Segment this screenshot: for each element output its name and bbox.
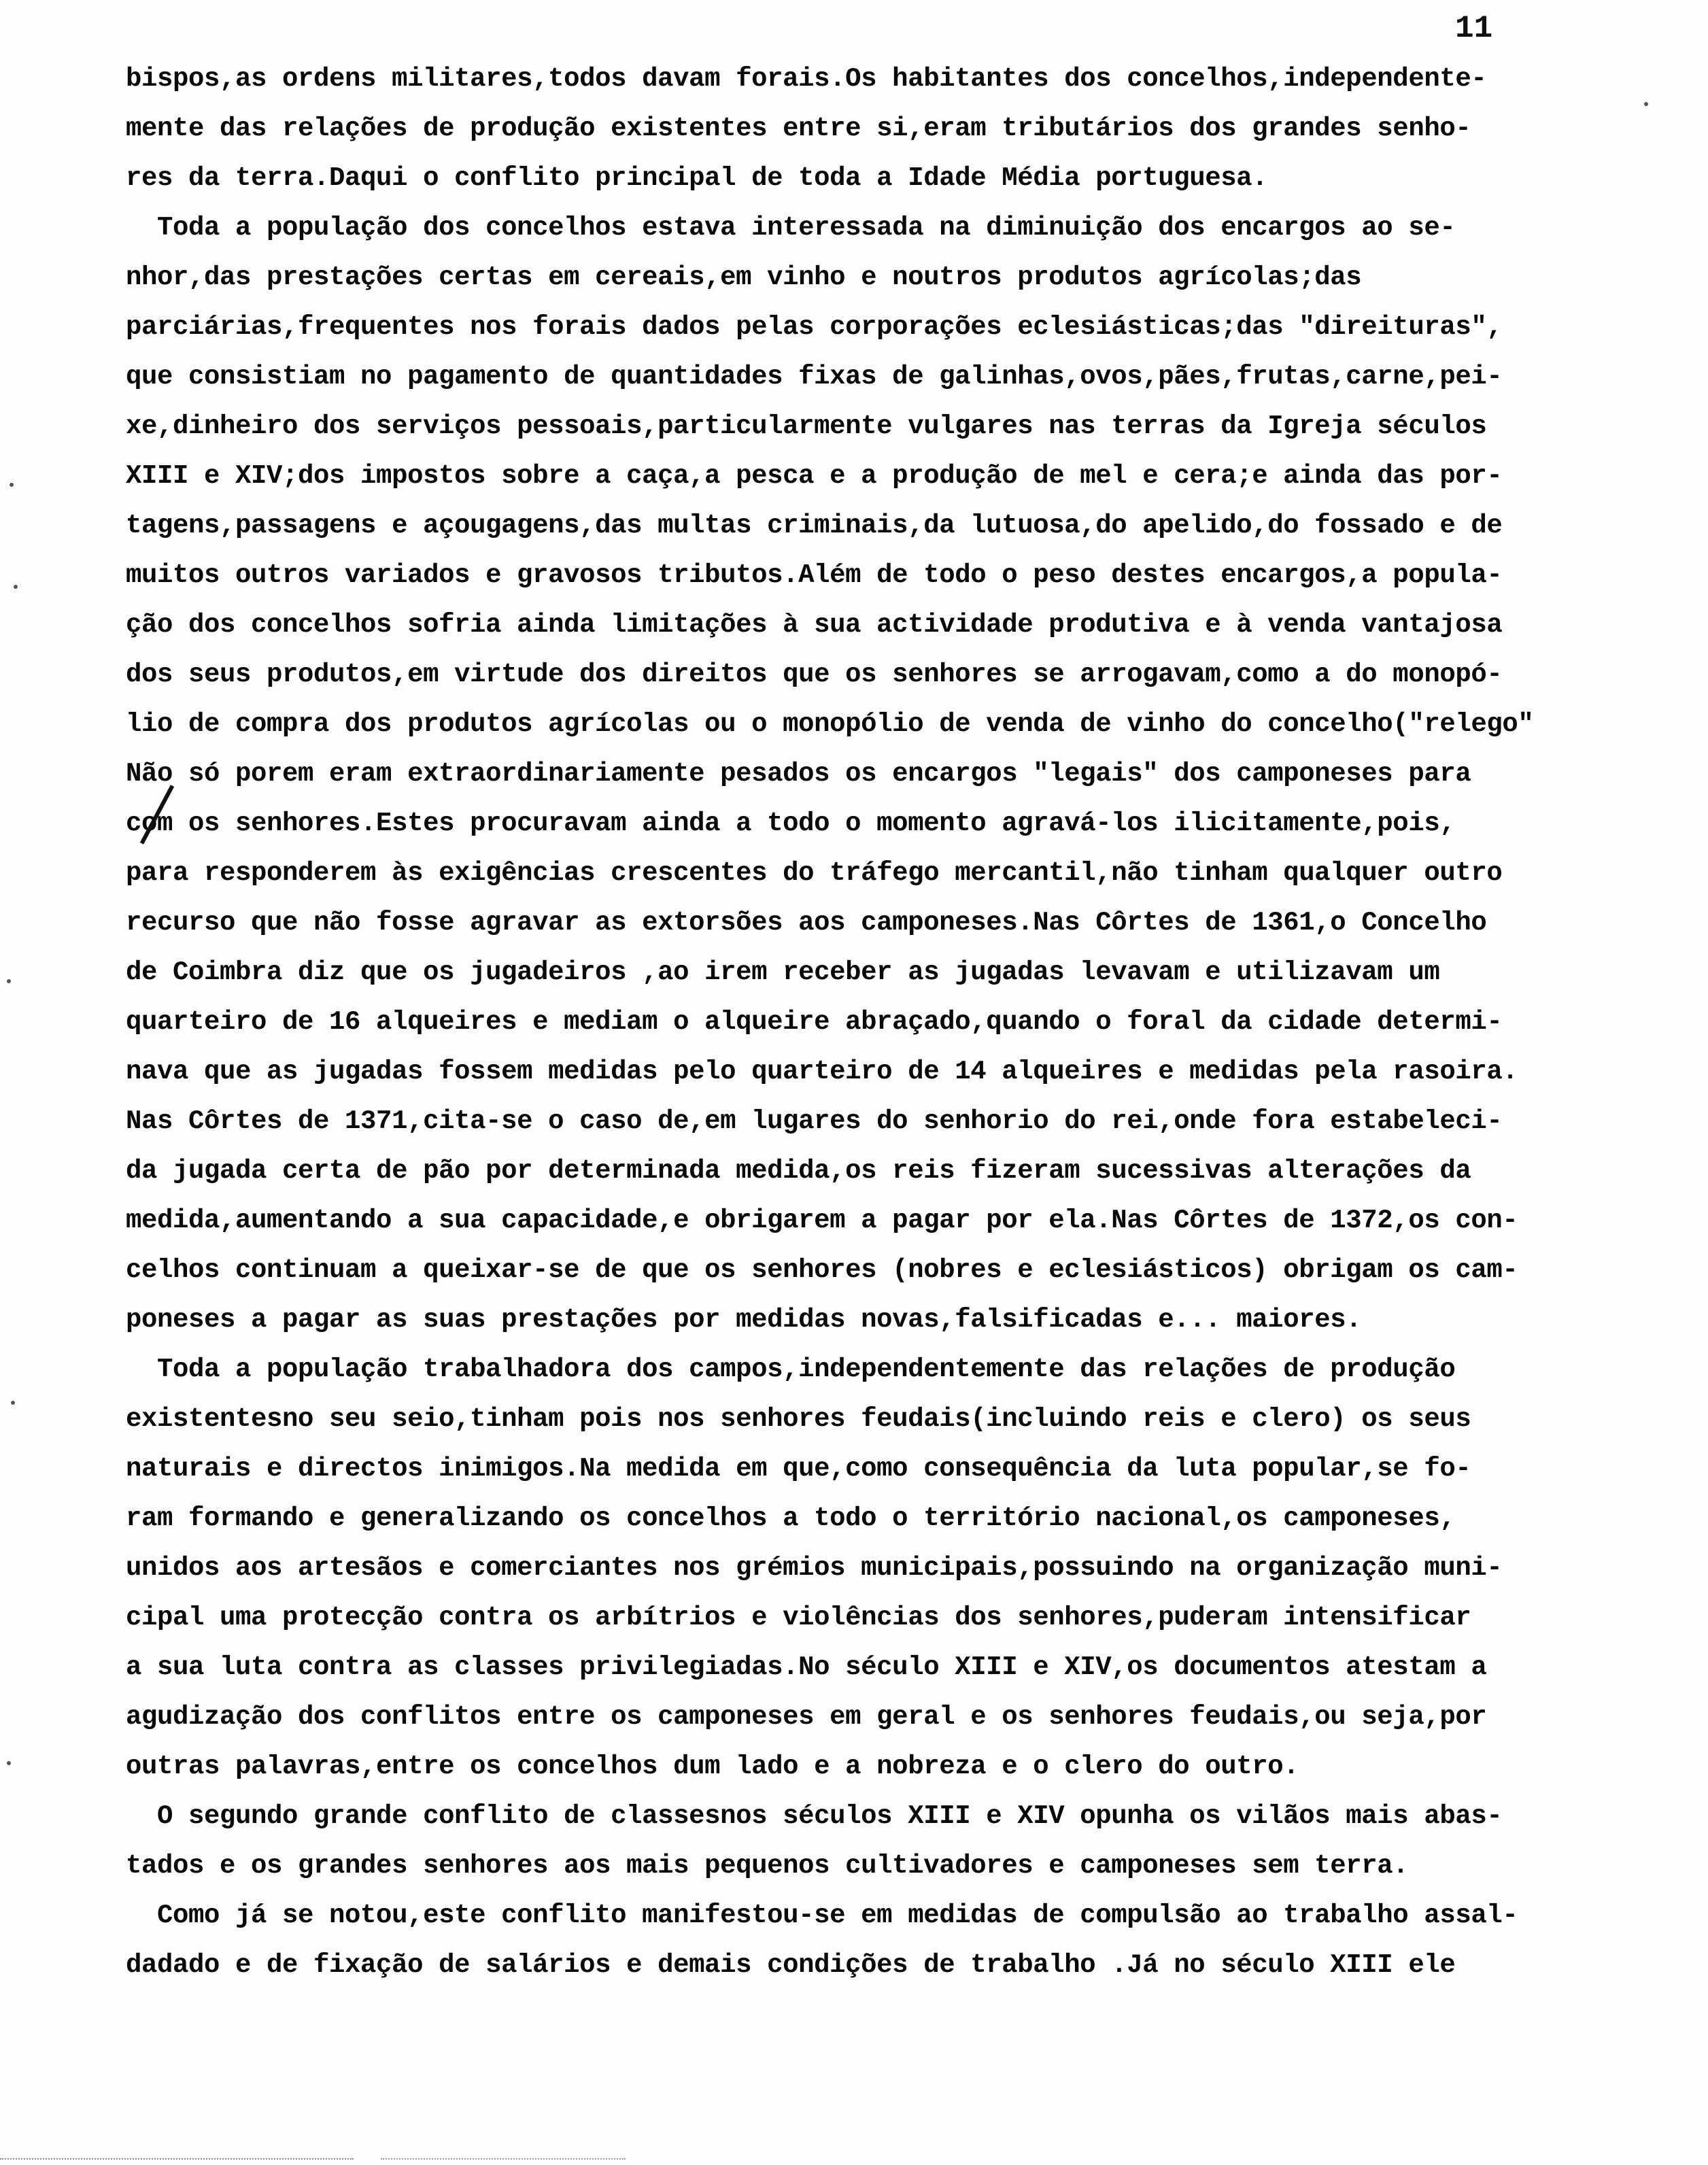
text-line: que consistiam no pagamento de quantidades fixas de galinhas,ovos,pães,frutas,carne,pei- (126, 362, 1503, 392)
text-line: dos seus produtos,em virtude dos direitos que os senhores se arrogavam,como a do monopó- (126, 660, 1503, 689)
margin-speck (11, 1401, 15, 1405)
text-line: agudização dos conflitos entre os camponeses em geral e os senhores feudais,ou seja,por (126, 1702, 1487, 1732)
text-line: dadado e de fixação de salários e demais condições de trabalho .Já no século XIII ele (126, 1950, 1456, 1980)
text-line: recurso que não fosse agravar as extorsões aos camponeses.Nas Côrtes de 1361,o Concelho (126, 908, 1487, 938)
text-line: Nas Côrtes de 1371,cita-se o caso de,em lugares do senhorio do rei,onde fora estabeleci- (126, 1106, 1503, 1136)
text-line: unidos aos artesãos e comerciantes nos grémios municipais,possuindo na organização muni- (126, 1553, 1503, 1583)
text-line: res da terra.Daqui o conflito principal de toda a Idade Média portuguesa. (126, 163, 1268, 193)
scan-edge-line (381, 2158, 626, 2161)
text-line: parciárias,frequentes nos forais dados pelas corporações eclesiásticas;das "direituras", (126, 312, 1503, 342)
body-text (126, 54, 1622, 1990)
text-line: Toda a população dos concelhos estava interessada na diminuição dos encargos ao se- (126, 213, 1456, 243)
scan-edge-line (0, 2158, 354, 2161)
text-line: O segundo grande conflito de classesnos séculos XIII e XIV opunha os vilãos mais abas- (126, 1801, 1503, 1831)
text-line: bispos,as ordens militares,todos davam forais.Os habitantes dos concelhos,independente- (126, 64, 1487, 94)
text-line: cipal uma protecção contra os arbítrios e violências dos senhores,puderam intensificar (126, 1603, 1471, 1633)
text-line: tados e os grandes senhores aos mais pequenos cultivadores e camponeses sem terra. (126, 1851, 1409, 1881)
text-line: para responderem às exigências crescentes do tráfego mercantil,não tinham qualquer outro (126, 858, 1503, 888)
margin-speck (10, 483, 14, 487)
text-line: naturais e directos inimigos.Na medida em que,como consequência da luta popular,se fo- (126, 1454, 1471, 1484)
margin-speck (7, 979, 11, 983)
text-line: medida,aumentando a sua capacidade,e obrigarem a pagar por ela.Nas Côrtes de 1372,os con- (126, 1206, 1518, 1235)
text-line: Toda a população trabalhadora dos campos,independentemente das relações de produção (126, 1354, 1456, 1384)
margin-speck (1644, 102, 1648, 106)
text-line: muitos outros variados e gravosos tributos.Além de todo o peso destes encargos,a popula- (126, 560, 1503, 590)
page-number: 11 (1455, 11, 1493, 46)
text-line: existentesno seu seio,tinham pois nos senhores feudais(incluindo reis e clero) os seus (126, 1404, 1471, 1434)
text-line: Não só porem eram extraordinariamente pesados os encargos "legais" dos camponeses para (126, 759, 1471, 789)
text-line: nava que as jugadas fossem medidas pelo quarteiro de 14 alqueires e medidas pela rasoira. (126, 1057, 1518, 1087)
text-line: lio de compra dos produtos agrícolas ou o monopólio de venda de vinho do concelho("relego" (126, 709, 1534, 739)
text-line: XIII e XIV;dos impostos sobre a caça,a pesca e a produção de mel e cera;e ainda das por- (126, 461, 1503, 491)
text-line: Como já se notou,este conflito manifestou-se em medidas de compulsão ao trabalho assal- (126, 1900, 1518, 1930)
text-line: xe,dinheiro dos serviços pessoais,particularmente vulgares nas terras da Igreja séculos (126, 411, 1487, 441)
text-line: ção dos concelhos sofria ainda limitações à sua actividade produtiva e à venda vantajosa (126, 610, 1503, 640)
text-line: com os senhores.Estes procuravam ainda a todo o momento agravá-los ilicitamente,pois, (126, 808, 1456, 838)
text-line: ram formando e generalizando os concelhos a todo o território nacional,os camponeses, (126, 1503, 1456, 1533)
text-line: mente das relações de produção existentes entre si,eram tributários dos grandes senho- (126, 114, 1471, 143)
text-line: celhos continuam a queixar-se de que os senhores (nobres e eclesiásticos) obrigam os cam- (126, 1255, 1518, 1285)
text-line: de Coimbra diz que os jugadeiros ,ao irem receber as jugadas levavam e utilizavam um (126, 957, 1440, 987)
margin-speck (7, 1761, 11, 1765)
text-line: a sua luta contra as classes privilegiadas.No século XIII e XIV,os documentos atestam a (126, 1652, 1487, 1682)
margin-speck (14, 585, 18, 589)
text-line: tagens,passagens e açougagens,das multas criminais,da lutuosa,do apelido,do fossado e de (126, 511, 1503, 541)
text-line: outras palavras,entre os concelhos dum lado e a nobreza e o clero do outro. (126, 1752, 1299, 1782)
text-line: poneses a pagar as suas prestações por medidas novas,falsificadas e... maiores. (126, 1305, 1362, 1335)
text-line: da jugada certa de pão por determinada medida,os reis fizeram sucessivas alterações da (126, 1156, 1471, 1186)
text-line: quarteiro de 16 alqueires e mediam o alqueire abraçado,quando o foral da cidade determi- (126, 1007, 1503, 1037)
text-line: nhor,das prestações certas em cereais,em vinho e noutros produtos agrícolas;das (126, 262, 1362, 292)
